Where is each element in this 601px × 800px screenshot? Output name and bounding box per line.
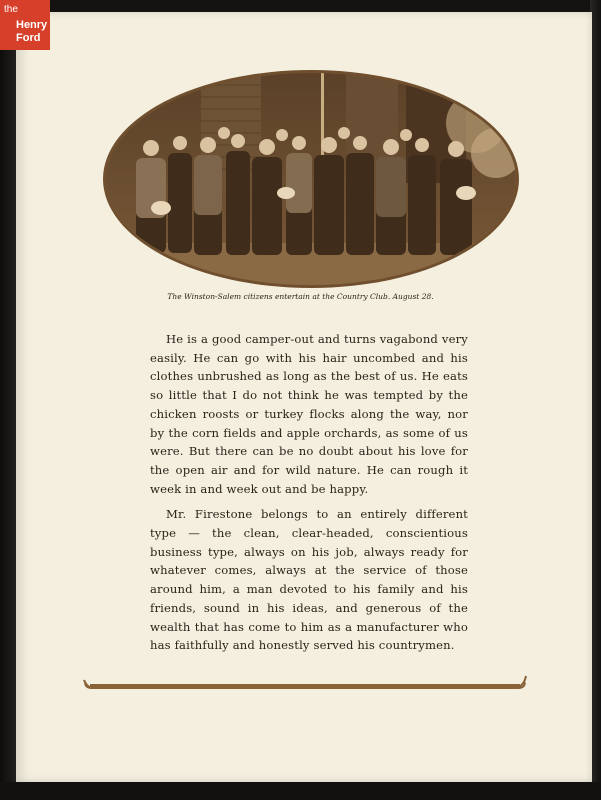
logo-the: the (4, 4, 18, 15)
logo-ford: Ford (16, 32, 41, 44)
logo-henry: Henry (16, 19, 48, 31)
paragraph-1: He is a good camper-out and turns vagabond very easily. He can go with his hair uncombed and his clothes unbrushed as long as the best of us. He eats so little that I do not think he was tempted by the chicken roosts or turkey flocks along the way, nor by the corn fields and apple orchards, as some of us were. But there can be no doubt about his love for the open air and for wild nature. He can rough it week in and week out and be happy. (150, 332, 468, 496)
page-edge-bottom (0, 782, 601, 800)
henry-ford-logo[interactable] (0, 0, 50, 50)
body-text (150, 330, 468, 662)
paragraph-2: Mr. Firestone belongs to an entirely different type — the clean, clear-headed, conscientious business type, always on his job, always ready for whatever comes, always at the service of those around him, a man devoted to his family and his friends, sound in his ideas, and generous of the wealth that has come to him as a manufacturer who has faithfully and honestly served his countrymen. (150, 507, 468, 653)
group-photo-image (106, 73, 516, 285)
decorative-rule-ornament (80, 668, 530, 698)
photo-caption: The Winston-Salem citizens entertain at the Country Club. August 28. (167, 292, 434, 301)
oval-group-photograph (103, 70, 519, 288)
